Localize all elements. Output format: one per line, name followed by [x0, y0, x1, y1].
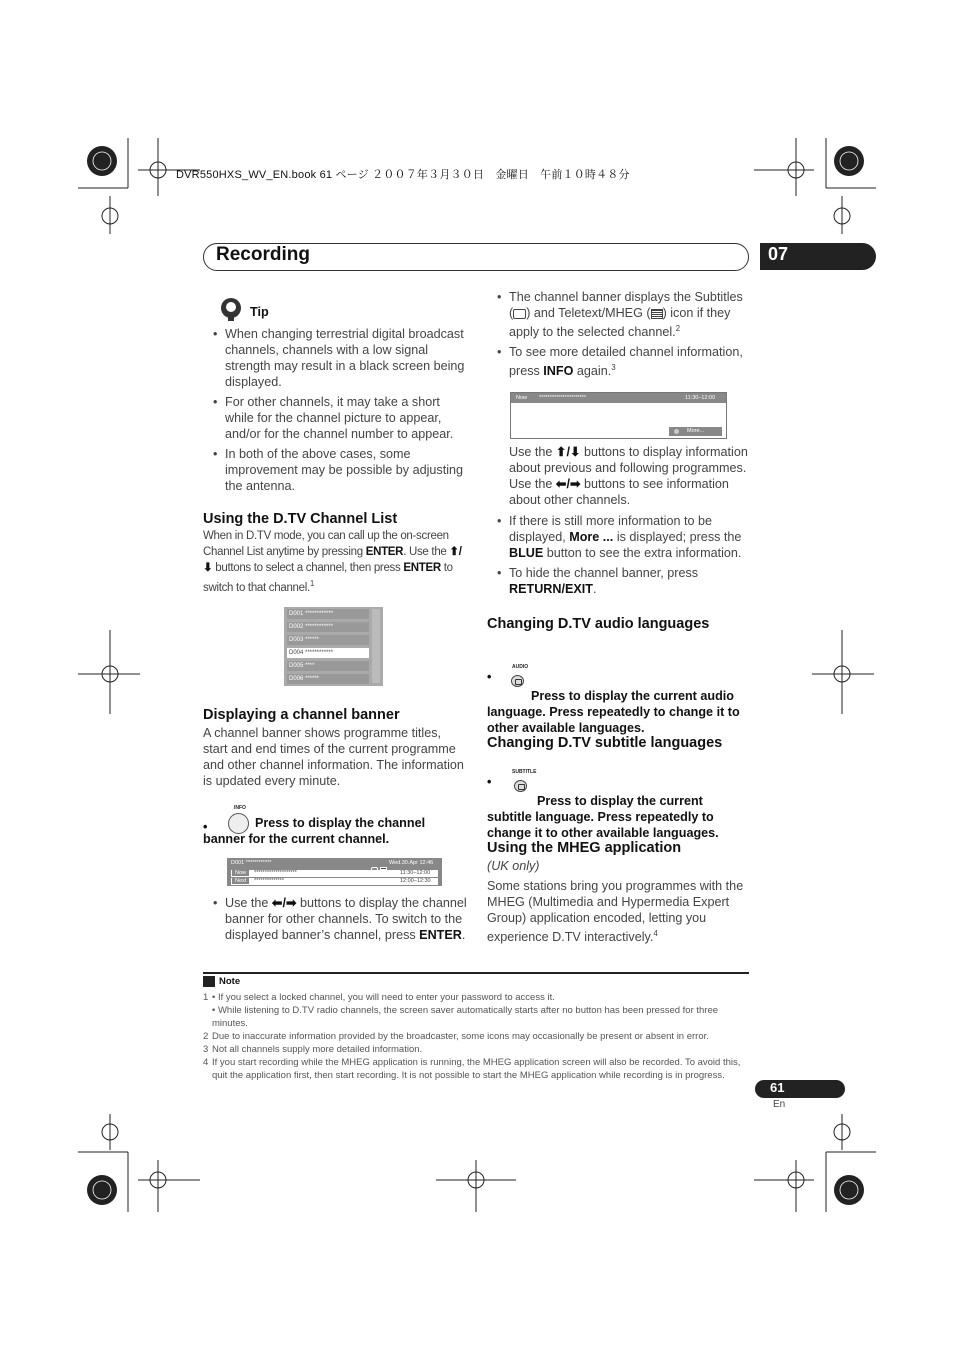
banner-use-text: • Use the ⬅/➡ buttons to display the channel banner for other channels. To switch to the displayed banner’s channel, press ENTER.: [203, 895, 467, 947]
more-info-note: • To see more detailed channel information, press INFO again.$^3$: [487, 344, 749, 379]
footnote-3: 3 Not all channels supply more detailed information.: [203, 1044, 423, 1055]
tip-label: Tip: [250, 305, 269, 319]
banner-instruction-text: Press to display the channel banner for the current channel.: [203, 816, 426, 846]
note-heading: [203, 975, 749, 989]
banner-instruction: INFO • Press to display the channel banner for the current channel.: [203, 805, 463, 855]
mheg-body: Some stations bring you programmes with the MHEG (Multimedia and Hypermedia Expert Group) application encoded, letting you experience D.TV interactively.$^4$: [487, 879, 744, 945]
pencil-icon: [203, 976, 215, 987]
channel-list-text: When in D.TV mode, you can call up the on-screen Channel List anytime by pressing ENTER. Use the ⬆/⬇ buttons to select a channel, then press ENTER to switch to that channel.$^1$: [203, 530, 462, 594]
channel-list-row: D001 ************: [287, 609, 369, 619]
footnote-2: 2 Due to inaccurate information provided by the broadcaster, some icons may occasionally be present or absent in error.: [203, 1031, 709, 1042]
footnote-1b: • While listening to D.TV radio channels, the screen saver automatically starts after no button has been pressed for three minutes.: [212, 1005, 719, 1029]
right-column-lower: [487, 444, 749, 633]
hide-banner-bullet: • To hide the channel banner, press RETURN/EXIT.: [487, 565, 749, 597]
audio-instruction: AUDIO • Press to display the current audio language. Press repeatedly to change it to other available languages.: [487, 664, 749, 724]
blue-dot-icon: [674, 429, 679, 434]
mheg-heading: Using the MHEG application: [487, 840, 682, 856]
updown-text: Use the ⬆/⬇ buttons to display information about previous and following programmes. Use the ⬅/➡ buttons to see information about other channels.: [509, 445, 748, 507]
footnote-4: 4 If you start recording while the MHEG application is running, the MHEG application screen will also be recorded. To avoid this, quit the application first, then start recording. It is not possible to start the MHEG application while recording is in progress.: [203, 1057, 741, 1081]
tip-item: • For other channels, it may take a short while for the channel picture to appear, and/or for the channel number to appear.: [203, 394, 467, 442]
audio-heading: Changing D.TV audio languages: [487, 616, 710, 632]
more-info-bullet: • If there is still more information to be displayed, More ... is displayed; press the BLUE button to see the extra information.: [487, 513, 749, 561]
banner-icons-note: • The channel banner displays the Subtitles ( ) and Teletext/MHEG ( ) icon if they apply to the selected channel.$^2$: [487, 289, 749, 340]
banner-heading: Displaying a channel banner: [203, 707, 400, 723]
left-column: [203, 296, 467, 596]
section-title: Recording: [216, 244, 310, 265]
teletext-icon: [651, 309, 663, 319]
banner-section: [203, 706, 467, 789]
channel-list-heading: Using the D.TV Channel List: [203, 511, 398, 527]
channel-list-screen: [284, 607, 383, 686]
channel-list-row: D003 ******: [287, 635, 369, 645]
print-header: DVR550HXS_WV_EN.book 61 ページ ２００７年３月３０日 金曜日 午前１０時４８分: [176, 169, 630, 181]
tip-heading: [203, 296, 467, 324]
subtitle-button-label: SUBTITLE: [512, 769, 537, 775]
subtitle-instruction: SUBTITLE • Press to display the current subtitle language. Press repeatedly to change it to other available languages.: [487, 769, 749, 829]
footnote-1: 1 • If you select a locked channel, you will need to enter your password to access it.: [203, 992, 555, 1003]
note-label: Note: [219, 976, 241, 987]
footnotes: [203, 972, 749, 1082]
audio-button-icon: [511, 675, 524, 687]
subtitle-heading: Changing D.TV subtitle languages: [487, 735, 723, 751]
channel-list-row: D002 ************: [287, 622, 369, 632]
audio-instruction-text: Press to display the current audio language. Press repeatedly to change it to other available languages.: [487, 689, 740, 735]
mheg-subtitle: (UK only): [487, 859, 540, 873]
subtitle-button-icon: [514, 780, 527, 792]
detailed-banner-screen: Now ********************** 11:30–12:00 More...: [510, 392, 727, 439]
audio-button-label: AUDIO: [512, 664, 529, 670]
chapter-number: 07: [768, 244, 789, 264]
subtitle-section: [487, 734, 749, 752]
page-number: 61: [770, 1080, 785, 1095]
channel-list-row: D006 ******: [287, 674, 369, 684]
lightbulb-icon: [218, 296, 244, 322]
banner-body: A channel banner shows programme titles, start and end times of the current programme and other channel information. The information is updated every minute.: [203, 726, 464, 788]
subtitle-icon: [513, 309, 526, 319]
channel-banner-screen: D001 ************ Wed.30.Apr 12:46 Now Next ******************** ************** 11:30–12:00 12:00–12:30: [227, 858, 442, 886]
mheg-section: [487, 839, 749, 945]
channel-list-row-selected: D004 ************: [287, 648, 369, 658]
subtitle-instruction-text: Press to display the current subtitle language. Press repeatedly to change it to other available languages.: [487, 794, 719, 840]
tip-item: • When changing terrestrial digital broadcast channels, channels with a low signal strength may result in a black screen being displayed.: [203, 326, 467, 390]
tip-list: [203, 326, 467, 494]
note-divider: [203, 972, 749, 974]
page-language: En: [773, 1099, 786, 1110]
scrollbar: [372, 609, 380, 683]
tip-item: • In both of the above cases, some improvement may be possible by adjusting the antenna.: [203, 446, 467, 494]
page-number-badge: [755, 1080, 845, 1098]
channel-list-row: D005 ****: [287, 661, 369, 671]
right-column: [487, 289, 749, 383]
info-button-label: INFO: [234, 805, 246, 811]
